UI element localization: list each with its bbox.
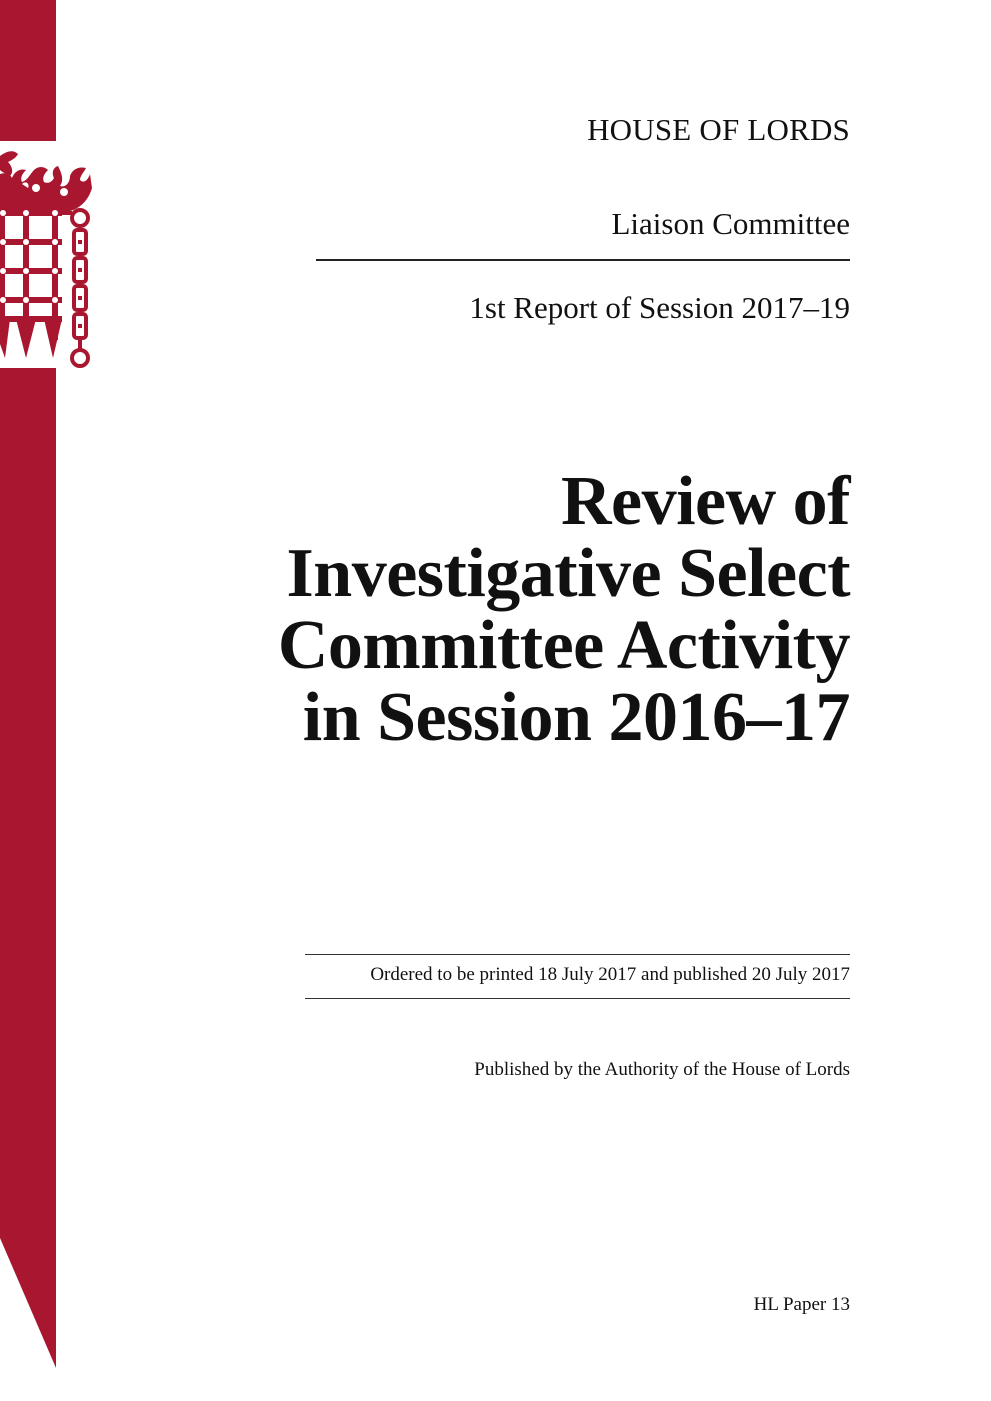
title-line: in Session 2016–17 bbox=[302, 679, 850, 756]
red-band-top bbox=[0, 0, 56, 141]
committee-name: Liaison Committee bbox=[611, 206, 850, 241]
red-band-bottom bbox=[0, 368, 56, 1368]
title-line: Committee Activity bbox=[277, 607, 850, 684]
ordered-printed-date: Ordered to be printed 18 July 2017 and published 20 July 2017 bbox=[370, 964, 850, 985]
divider bbox=[316, 259, 850, 261]
divider bbox=[305, 998, 850, 999]
house-name: HOUSE OF LORDS bbox=[587, 112, 850, 147]
portcullis-crown-icon bbox=[0, 144, 96, 376]
title-line: Investigative Select bbox=[286, 535, 850, 612]
divider bbox=[305, 954, 850, 955]
document-title bbox=[150, 463, 850, 756]
title-line: Review of bbox=[560, 463, 850, 540]
report-session: 1st Report of Session 2017–19 bbox=[469, 290, 850, 325]
publisher-statement: Published by the Authority of the House of Lords bbox=[474, 1059, 850, 1080]
paper-number: HL Paper 13 bbox=[753, 1294, 850, 1315]
